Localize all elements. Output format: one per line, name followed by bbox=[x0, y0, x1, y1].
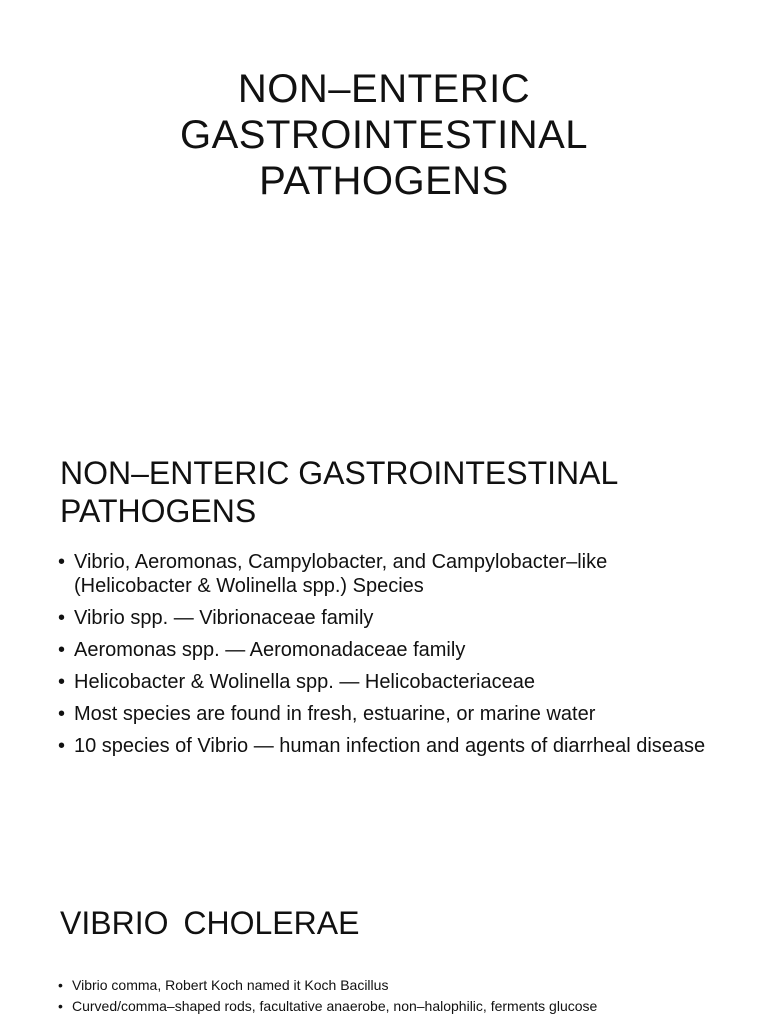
bullet-icon: • bbox=[58, 607, 66, 629]
bullet-icon: • bbox=[58, 735, 66, 757]
list-item bbox=[58, 670, 718, 694]
list-item-text: Most species are found in fresh, estuarine, or marine water bbox=[74, 703, 596, 725]
bullet-icon: • bbox=[58, 671, 66, 693]
vibrio-cholerae-slide bbox=[0, 890, 768, 1024]
bullet-icon: • bbox=[58, 551, 66, 573]
list-item bbox=[58, 550, 718, 598]
bullet-icon: • bbox=[58, 977, 63, 993]
section-heading-line: PATHOGENS bbox=[60, 493, 257, 529]
overview-bullet-list bbox=[58, 550, 718, 766]
vibrio-bullet-list bbox=[58, 976, 738, 1018]
section-heading-line: NON–ENTERIC GASTROINTESTINAL bbox=[60, 455, 619, 491]
main-title-line: PATHOGENS bbox=[259, 159, 509, 203]
main-title-line: NON–ENTERIC bbox=[237, 67, 531, 111]
main-title-line: GASTROINTESTINAL bbox=[179, 113, 589, 157]
title-slide bbox=[0, 0, 768, 430]
list-item-text: Vibrio spp. — Vibrionaceae family bbox=[74, 607, 374, 629]
list-item-text: Vibrio, Aeromonas, Campylobacter, and Campylobacter–like (Helicobacter & Wolinella spp.) Species bbox=[74, 551, 608, 597]
list-item bbox=[58, 638, 718, 662]
bullet-icon: • bbox=[58, 998, 63, 1014]
list-item bbox=[58, 997, 738, 1015]
list-item bbox=[58, 606, 718, 630]
list-item-text: Vibrio comma, Robert Koch named it Koch Bacillus bbox=[72, 977, 389, 993]
overview-slide bbox=[0, 430, 768, 890]
list-item-text: Helicobacter & Wolinella spp. — Helicobacteriaceae bbox=[74, 671, 535, 693]
vibrio-heading: VIBRIO CHOLERAE bbox=[60, 905, 360, 941]
list-item-text: Curved/comma–shaped rods, facultative anaerobe, non–halophilic, ferments glucose bbox=[72, 998, 598, 1014]
main-title bbox=[0, 66, 768, 204]
list-item bbox=[58, 734, 718, 758]
bullet-icon: • bbox=[58, 703, 66, 725]
list-item bbox=[58, 976, 738, 994]
list-item bbox=[58, 702, 718, 726]
section-heading bbox=[60, 454, 720, 530]
list-item-text: 10 species of Vibrio — human infection and agents of diarrheal disease bbox=[74, 735, 706, 757]
list-item-text: Aeromonas spp. — Aeromonadaceae family bbox=[74, 639, 466, 661]
bullet-icon: • bbox=[58, 639, 66, 661]
